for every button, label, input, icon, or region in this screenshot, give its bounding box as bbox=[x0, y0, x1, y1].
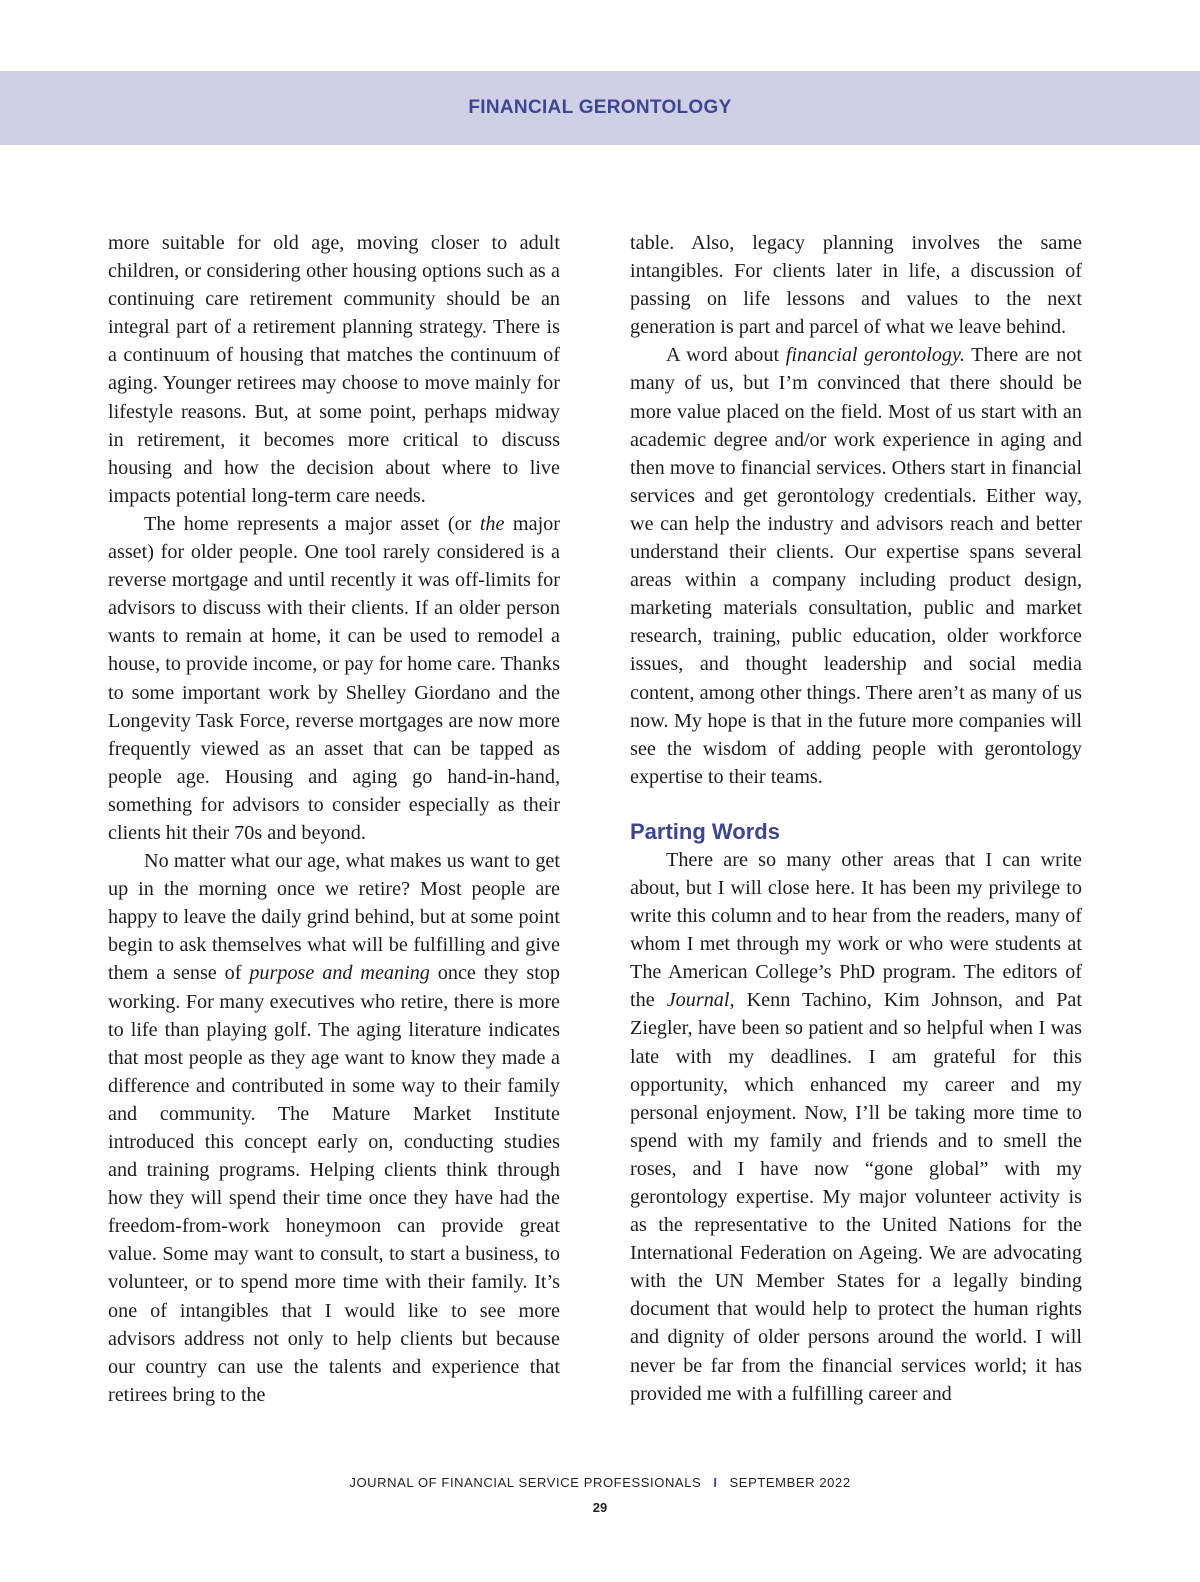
issue-date: SEPTEMBER 2022 bbox=[729, 1475, 851, 1490]
paragraph: There are so many other areas that I can write about, but I will close here. It has been my privilege to write this column and to hear from the readers, many of whom I met through my work or who were students at The American College’s PhD program. The editors of the Journal, Kenn Tachino, Kim Johnson, and Pat Ziegler, have been so patient and so helpful when I was late with my deadlines. I am grateful for this opportunity, which enhanced my career and my personal enjoyment. Now, I’ll be taking more time to spend with my family and friends and to smell the roses, and I have now “gone global” with my gerontology expertise. My major volunteer activity is as the representative to the United Nations for the International Federation on Ageing. We are advocating with the UN Member States for a legally binding document that would help to protect the human rights and dignity of older persons around the world. I will never be far from the financial services world; it has provided me with a fulfilling career and bbox=[630, 848, 1082, 1405]
emphasis: the bbox=[479, 512, 505, 535]
paragraph: The home represents a major asset (or the major asset) for older people. One tool rarely considered is a reverse mortgage and until recently it was off-limits for advisors to discuss with their clients. If an older person wants to remain at home, it can be used to remodel a house, to provide income, or pay for home care. Thanks to some important work by Shelley Giordano and the Longevity Task Force, reverse mortgages are now more frequently viewed as an asset that can be tapped as people age. Housing and aging go hand-in-hand, something for advisors to consider especially as their clients hit their 70s and beyond. bbox=[108, 512, 560, 844]
header-band bbox=[0, 71, 1200, 145]
footer bbox=[0, 1475, 1200, 1490]
paragraph: more suitable for old age, moving closer to adult children, or considering other housing options such as a continuing care retirement community should be an integral part of a retirement planning strategy. There is a continuum of housing that matches the continuum of aging. Younger retirees may choose to move mainly for lifestyle reasons. But, at some point, perhaps midway in retirement, it becomes more critical to discuss housing and how the decision about where to live impacts potential long-term care needs. bbox=[108, 232, 560, 507]
section-heading: Parting Words bbox=[630, 818, 780, 844]
footer-separator: I bbox=[713, 1475, 718, 1490]
paragraph: table. Also, legacy planning involves the same intangibles. For clients later in life, a discussion of passing on life lessons and values to the next generation is part and parcel of what we leave behind. bbox=[630, 232, 1082, 339]
page-number: 29 bbox=[592, 1500, 608, 1515]
emphasis: Journal, bbox=[666, 989, 735, 1012]
left-column bbox=[108, 229, 560, 1409]
running-header-title: FINANCIAL GERONTOLOGY bbox=[468, 97, 732, 118]
right-column bbox=[630, 229, 1082, 1408]
emphasis: financial gerontology. bbox=[785, 344, 965, 367]
emphasis: purpose and meaning bbox=[249, 962, 430, 985]
paragraph: No matter what our age, what makes us want to get up in the morning once we retire? Most people are happy to leave the daily grind behind, but at some point begin to ask themselves what will be fulfilling and give them a sense of purpose and meaning once they stop working. For many executives who retire, there is more to life than playing golf. The aging literature indicates that most people as they age want to know they made a difference and contributed in some way to their family and community. The Mature Market Institute introduced this concept early on, conducting studies and training programs. Helping clients think through how they will spend their time once they have had the freedom-from-work honeymoon can provide great value. Some may want to consult, to start a business, to volunteer, or to spend more time with their family. It’s one of intangibles that I would like to see more advisors address not only to help clients but because our country can use the talents and experience that retirees bring to the bbox=[108, 850, 560, 1406]
journal-name: JOURNAL OF FINANCIAL SERVICE PROFESSIONALS bbox=[349, 1475, 702, 1490]
paragraph: A word about financial gerontology. There are not many of us, but I’m convinced that there should be more value placed on the field. Most of us start with an academic degree and/or work experience in aging and then move to financial services. Others start in financial services and get gerontology credentials. Either way, we can help the industry and advisors reach and better understand their clients. Our expertise spans several areas within a company including product design, marketing materials consultation, public and market research, training, public education, older workforce issues, and thought leadership and social media content, among other things. There aren’t as many of us now. My hope is that in the future more companies will see the wisdom of adding people with gerontology expertise to their teams. bbox=[630, 344, 1082, 788]
